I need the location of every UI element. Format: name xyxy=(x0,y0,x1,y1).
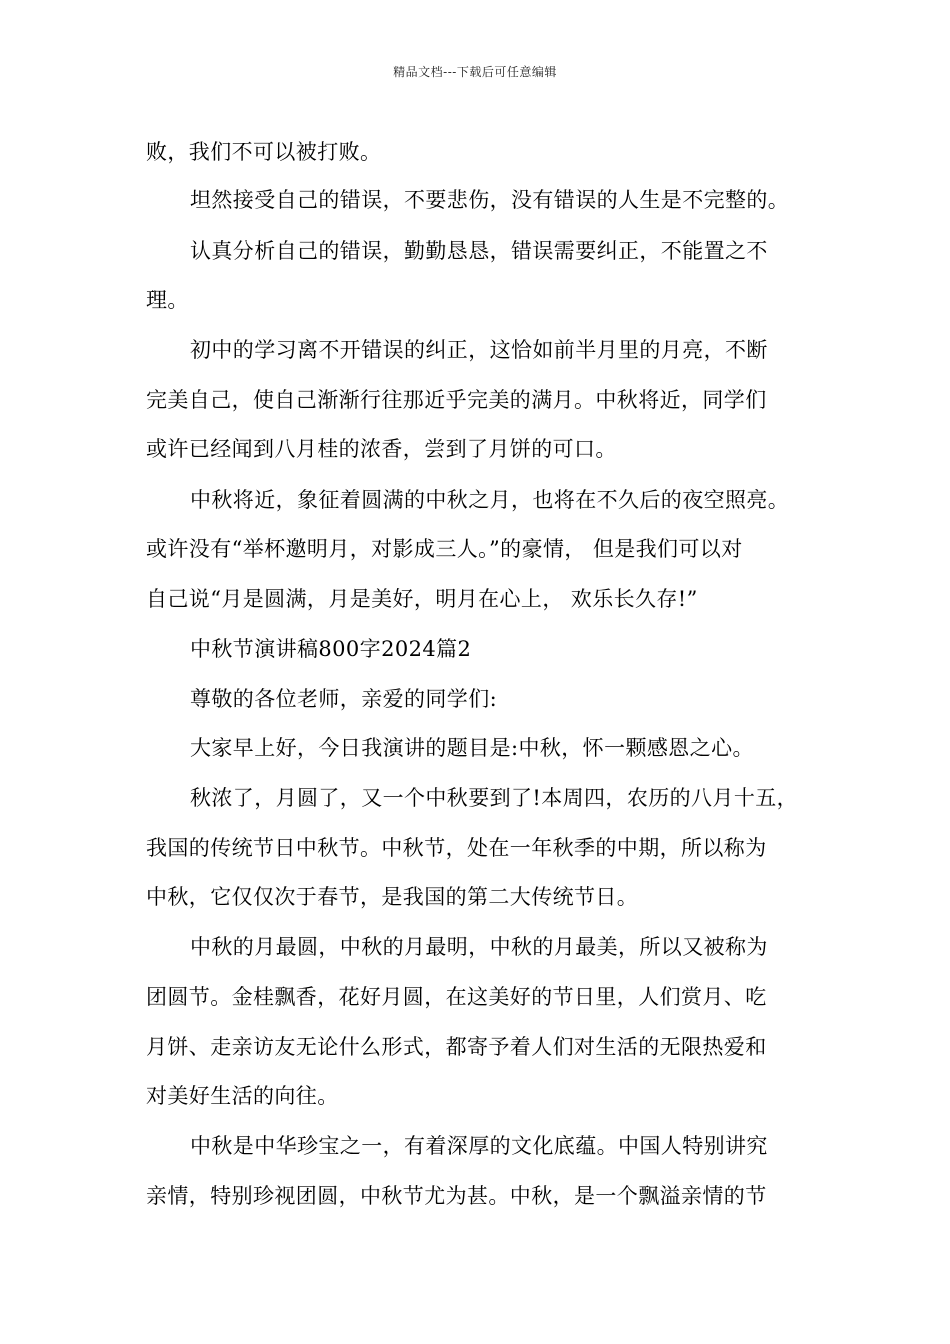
paragraph-start: 坦然接受自己的错误，不要悲伤，没有错误的人生是不完整的。 xyxy=(190,188,790,212)
paragraph-start: 初中的学习离不开错误的纠正，这恰如前半月里的月亮，不断 xyxy=(190,338,768,362)
paragraph-start: 中秋的月最圆，中秋的月最明，中秋的月最美，所以又被称为 xyxy=(190,935,768,959)
paragraph-start: 中秋是中华珍宝之一，有着深厚的文化底蕴。中国人特别讲究 xyxy=(190,1134,768,1158)
text-line: 我国的传统节日中秋节。中秋节，处在一年秋季的中期，所以称为 xyxy=(146,836,767,860)
text-line: 对美好生活的向往。 xyxy=(146,1084,339,1108)
text-line: 自己说“月是圆满，月是美好，明月在心上， 欢乐长久存!” xyxy=(146,587,698,611)
salutation: 尊敬的各位老师，亲爱的同学们: xyxy=(190,687,498,711)
paragraph-start: 大家早上好，今日我演讲的题目是:中秋，怀一颗感恩之心。 xyxy=(190,736,754,760)
paragraph-start: 认真分析自己的错误，勤勤恳恳，错误需要纠正，不能置之不 xyxy=(190,239,768,263)
text-line: 中秋，它仅仅次于春节，是我国的第二大传统节日。 xyxy=(146,885,639,909)
text-line: 或许没有“举杯邀明月，对影成三人。”的豪情， 但是我们可以对 xyxy=(146,537,743,561)
text-line: 月饼、走亲访友无论什么形式，都寄予着人们对生活的无限热爱和 xyxy=(146,1035,767,1059)
text-line: 理。 xyxy=(146,288,189,312)
text-line: 完美自己，使自己渐渐行往那近乎完美的满月。中秋将近，同学们 xyxy=(146,388,767,412)
section-title: 中秋节演讲稿800字2024篇2 xyxy=(190,637,472,661)
text-line: 团圆节。金桂飘香，花好月圆，在这美好的节日里，人们赏月、吃 xyxy=(146,985,767,1009)
page-header: 精品文档---下载后可任意编辑 xyxy=(393,65,557,79)
text-line: 或许已经闻到八月桂的浓香，尝到了月饼的可口。 xyxy=(146,437,617,461)
paragraph-start: 中秋将近，象征着圆满的中秋之月，也将在不久后的夜空照亮。 xyxy=(190,488,790,512)
text-line: 败，我们不可以被打败。 xyxy=(146,140,382,164)
text-line: 亲情，特别珍视团圆，中秋节尤为甚。中秋，是一个飘溢亲情的节 xyxy=(146,1184,767,1208)
paragraph-start: 秋浓了，月圆了，又一个中秋要到了!本周四，农历的八月十五， xyxy=(190,786,799,810)
